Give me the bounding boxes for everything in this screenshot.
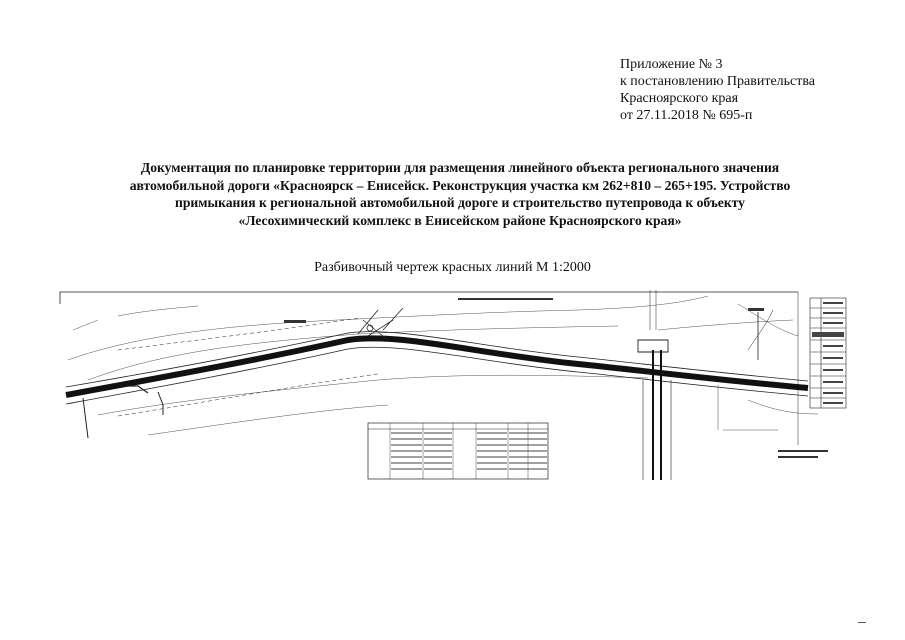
scan-mark	[858, 622, 866, 623]
appendix-block	[620, 56, 815, 124]
appendix-line-4: от 27.11.2018 № 695-п	[620, 108, 753, 123]
drawing-caption: Разбивочный чертеж красных линий М 1:2000	[314, 260, 591, 275]
title-line-1: Документация по планировке территории для размещения линейного объекта регионального значения	[140, 160, 780, 175]
appendix-line-2: к постановлению Правительства	[620, 74, 816, 89]
title-line-2: автомобильной дороги «Красноярск – Енисейск. Реконструкция участка км 262+810 – 265+195. Устройство	[129, 177, 791, 193]
red-lines-drawing	[58, 290, 848, 480]
document-title	[60, 159, 860, 229]
title-line-3: примыкания к региональной автомобильной дороге и строительство путепровода к объекту	[175, 195, 745, 210]
title-line-4: «Лесохимический комплекс в Енисейском районе Красноярского края»	[238, 212, 682, 228]
appendix-line-1: Приложение № 3	[620, 57, 723, 72]
appendix-line-3: Красноярского края	[620, 91, 739, 106]
